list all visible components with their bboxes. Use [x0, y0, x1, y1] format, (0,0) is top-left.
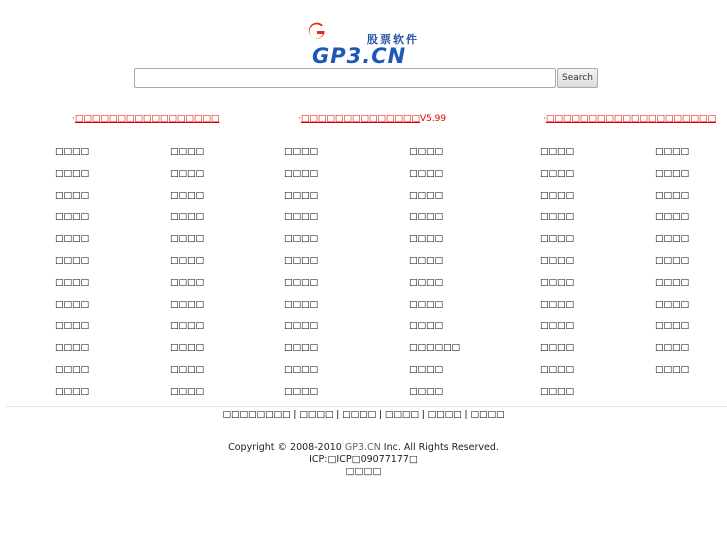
copyright-extra: □□□□ — [345, 466, 382, 477]
logo-domain-text: GP3.CN — [312, 44, 407, 68]
grid-link[interactable]: □□□□ — [540, 190, 575, 201]
footer-divider — [6, 406, 727, 407]
grid-link[interactable]: □□□□ — [540, 234, 575, 245]
grid-link[interactable]: □□□□ — [655, 190, 690, 201]
grid-link[interactable]: □□□□ — [170, 299, 205, 310]
footer-links — [0, 410, 727, 420]
grid-link[interactable]: □□□□ — [55, 234, 90, 245]
grid-link[interactable]: □□□□ — [170, 321, 205, 332]
grid-link[interactable]: □□□□ — [284, 343, 319, 354]
grid-link[interactable]: □□□□ — [284, 234, 319, 245]
grid-link[interactable]: □□□□ — [540, 343, 575, 354]
grid-link[interactable]: □□□□ — [540, 256, 575, 266]
grid-link[interactable]: □□□□ — [170, 168, 205, 179]
site-logo[interactable] — [308, 22, 428, 66]
grid-link[interactable]: □□□□ — [284, 386, 319, 397]
grid-link[interactable]: □□□□ — [284, 321, 319, 332]
grid-link[interactable]: □□□□ — [55, 321, 90, 332]
grid-link[interactable]: □□□□ — [540, 277, 575, 288]
search-button[interactable]: Search — [557, 68, 598, 88]
grid-link[interactable]: □□□□ — [55, 212, 90, 223]
grid-link[interactable]: □□□□ — [170, 277, 205, 288]
grid-link[interactable]: □□□□ — [284, 147, 319, 157]
grid-link[interactable]: □□□□ — [170, 343, 205, 354]
grid-link[interactable]: □□□□ — [284, 277, 319, 288]
grid-link[interactable]: □□□□ — [409, 212, 444, 223]
grid-link[interactable]: □□□□ — [540, 299, 575, 310]
grid-link[interactable]: □□□□ — [170, 212, 205, 223]
grid-link[interactable]: □□□□ — [284, 190, 319, 201]
grid-link[interactable]: □□□□ — [170, 234, 205, 245]
grid-link[interactable]: □□□□ — [284, 168, 319, 179]
grid-link[interactable]: □□□□ — [540, 147, 575, 157]
grid-link[interactable]: □□□□ — [655, 299, 690, 310]
grid-link[interactable]: □□□□ — [284, 212, 319, 223]
footer-link[interactable]: □□□□ — [384, 410, 419, 420]
grid-link[interactable]: □□□□□□ — [409, 343, 461, 354]
promo-link-2-text[interactable]: □□□□□□□□□□□□□□ — [300, 114, 420, 124]
grid-link[interactable]: □□□□ — [170, 365, 205, 375]
grid-link[interactable]: □□□□ — [655, 212, 690, 223]
logo-chinese-text: 股票软件 — [367, 33, 419, 46]
promo-link-3[interactable]: ·□□□□□□□□□□□□□□□□□□□□ — [543, 114, 716, 124]
grid-link[interactable]: □□□□ — [540, 321, 575, 332]
grid-link[interactable]: □□□□ — [55, 343, 90, 354]
grid-link[interactable]: □□□□ — [55, 256, 90, 266]
grid-link[interactable]: □□□□ — [170, 386, 205, 397]
grid-link[interactable]: □□□□ — [655, 168, 690, 179]
promo-link-3-text[interactable]: □□□□□□□□□□□□□□□□□□□□ — [545, 114, 716, 124]
footer-separator: | — [376, 410, 385, 420]
grid-link[interactable]: □□□□ — [540, 168, 575, 179]
copyright-block — [0, 442, 727, 478]
footer-separator: | — [290, 410, 300, 420]
promo-link-2[interactable]: ·□□□□□□□□□□□□□□V5.99 — [298, 114, 447, 124]
grid-link[interactable]: □□□□ — [409, 365, 444, 375]
grid-link[interactable]: □□□□ — [409, 277, 444, 288]
grid-link[interactable]: □□□□ — [655, 147, 690, 157]
footer-link[interactable]: □□□□ — [427, 410, 462, 420]
grid-link[interactable]: □□□□ — [409, 386, 444, 397]
grid-link[interactable]: □□□□ — [55, 299, 90, 310]
grid-link[interactable]: □□□□ — [284, 365, 319, 375]
grid-link[interactable]: □□□□ — [170, 190, 205, 201]
grid-link[interactable]: □□□□ — [409, 299, 444, 310]
copyright-line: Copyright © 2008-2010 GP3.CN Inc. All Rights Reserved. — [228, 442, 499, 453]
grid-link[interactable]: □□□□ — [655, 277, 690, 288]
grid-link[interactable]: □□□□ — [170, 147, 205, 157]
grid-link[interactable]: □□□□ — [55, 386, 90, 397]
grid-link[interactable]: □□□□ — [409, 234, 444, 245]
footer-link[interactable]: □□□□□□□□ — [222, 410, 291, 420]
grid-link[interactable]: □□□□ — [55, 147, 90, 157]
grid-link[interactable]: □□□□ — [655, 234, 690, 245]
grid-link[interactable]: □□□□ — [284, 299, 319, 310]
footer-separator: | — [418, 410, 428, 420]
grid-link[interactable]: □□□□ — [540, 386, 575, 397]
promo-link-1-text[interactable]: □□□□□□□□□□□□□□□□□ — [74, 114, 220, 124]
footer-link[interactable]: □□□□ — [342, 410, 377, 420]
grid-link[interactable]: □□□□ — [409, 168, 444, 179]
search-input[interactable] — [134, 68, 556, 88]
copyright-brand[interactable]: GP3.CN — [344, 442, 381, 453]
footer-link[interactable]: □□□□ — [299, 410, 334, 420]
grid-link[interactable]: □□□□ — [540, 212, 575, 223]
grid-link[interactable]: □□□□ — [409, 147, 444, 157]
grid-link[interactable]: □□□□ — [170, 256, 205, 266]
footer-separator: | — [461, 410, 471, 420]
logo-g-icon — [308, 22, 326, 42]
icp-line: ICP:□ICP□09077177□ — [309, 454, 418, 465]
grid-link[interactable]: □□□□ — [655, 343, 690, 354]
footer-link[interactable]: □□□□ — [470, 410, 505, 420]
grid-link[interactable]: □□□□ — [655, 321, 690, 332]
promo-link-1[interactable]: ·□□□□□□□□□□□□□□□□□ — [72, 114, 220, 124]
promo-version: V5.99 — [419, 114, 447, 124]
grid-link[interactable]: □□□□ — [409, 256, 444, 266]
grid-link[interactable]: □□□□ — [540, 365, 575, 375]
grid-link[interactable]: □□□□ — [284, 256, 319, 266]
grid-link[interactable]: □□□□ — [55, 365, 90, 375]
grid-link[interactable]: □□□□ — [409, 190, 444, 201]
grid-link[interactable]: □□□□ — [655, 365, 690, 375]
grid-link[interactable]: □□□□ — [55, 168, 90, 179]
grid-link[interactable]: □□□□ — [655, 256, 690, 266]
grid-link[interactable]: □□□□ — [409, 321, 444, 332]
grid-link[interactable]: □□□□ — [55, 190, 90, 201]
footer-separator: | — [333, 410, 343, 420]
grid-link[interactable]: □□□□ — [55, 277, 90, 288]
